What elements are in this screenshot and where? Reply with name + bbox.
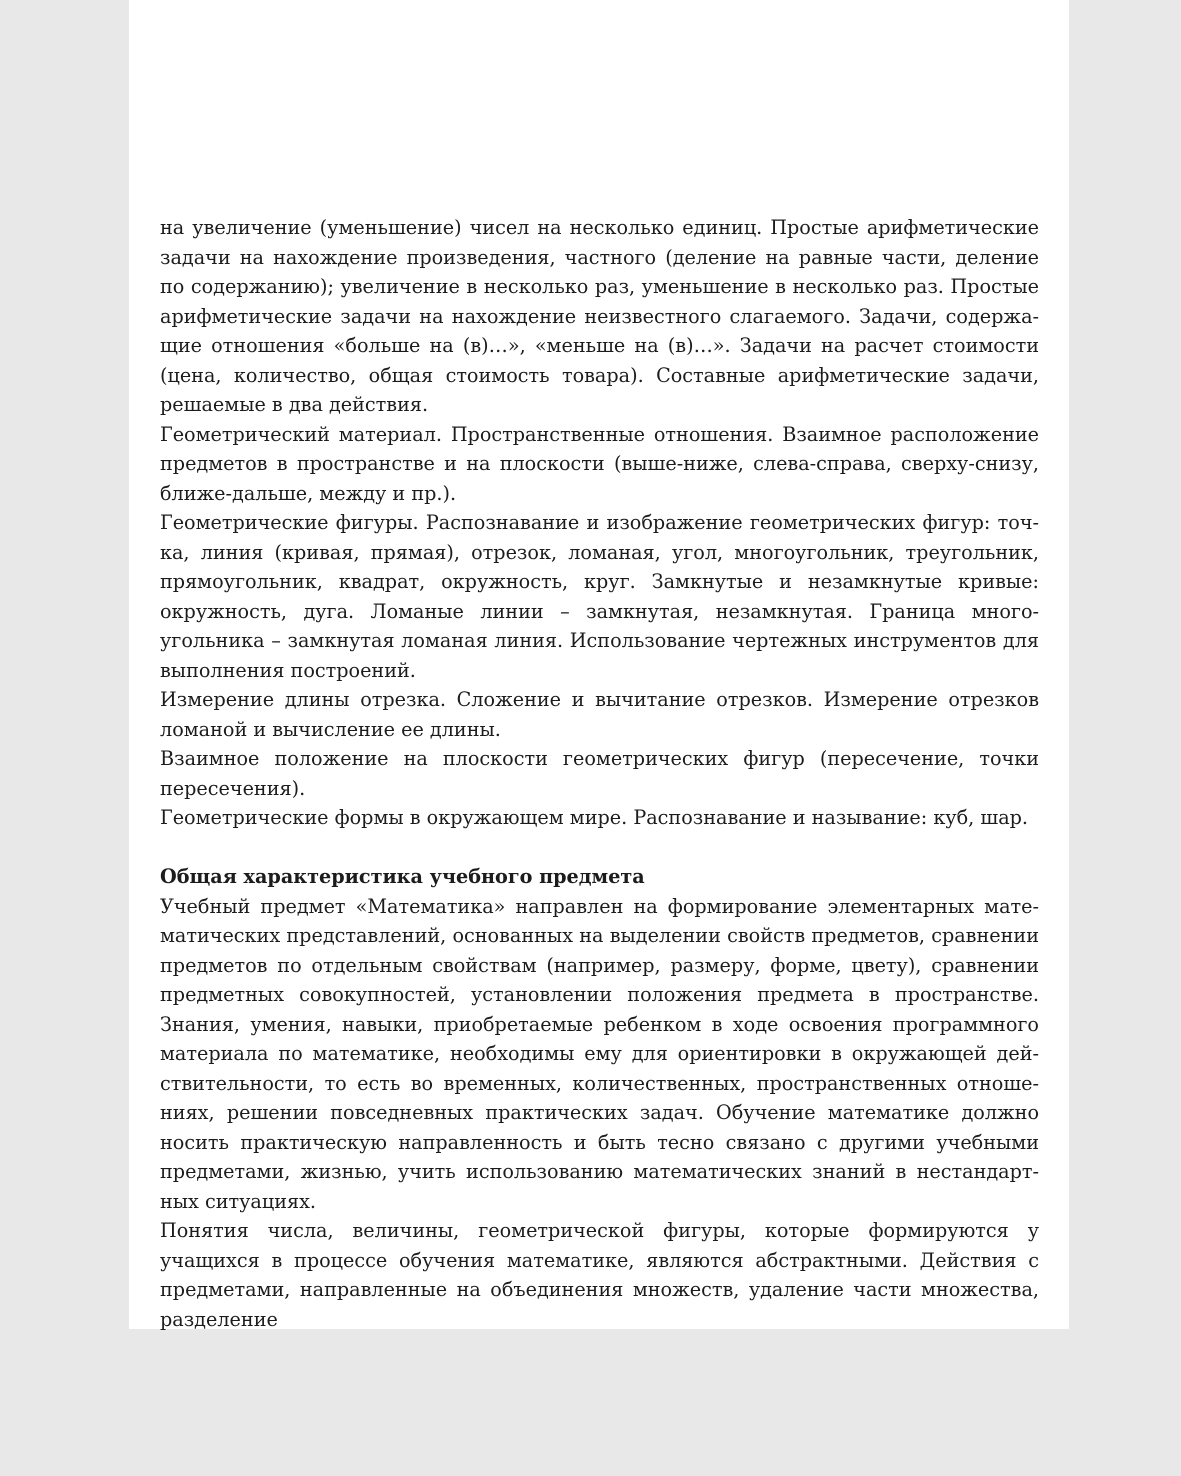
paragraph: Понятия числа, величины, геометрической фигуры, которые формируются у учащихся в процессе обучения математике, являются абстрактными. Действия с предметами, направленные на объединения множеств, удаление части множества, разделение (160, 1219, 1039, 1331)
paragraph: Геометрический материал. Пространственные отношения. Взаимное расположение предметов в пространстве и на плоскости (выше-ниже, слева-справа, сверху-снизу, ближе-дальше, между и пр.). (160, 422, 1039, 505)
paragraph: Геометрические фигуры. Распознавание и изображение геометрических фигур: точка, линия (кривая, прямая), отрезок, ломаная, угол, многоугольник, треугольник, прямоугольник, квадрат, окружность, круг. Замкнутые и незамкнутые кривые: окружность, дуга. Ломаные линии – замкнутая, незамкнутая. Граница многоугольника – замкнутая ломаная линия. Использование чертежных инструментов для выполнения построений. (160, 511, 1039, 682)
paragraph: на увеличение (уменьшение) чисел на несколько единиц. Простые арифметические задачи на нахождение произведения, частного (деление на равные части, деление по содержанию); увеличение в несколько раз, уменьшение в несколько раз. Простые арифметические задачи на нахождение неизвестного слагаемого. Задачи, содержащие отношения «больше на (в)…», «меньше на (в)…». Задачи на расчет стоимости (цена, количество, общая стоимость товара). Составные арифметические задачи, решаемые в два действия. (160, 216, 1039, 416)
page-content (160, 213, 1039, 1334)
section-heading: Общая характеристика учебного предмета (160, 865, 645, 888)
paragraph: Геометрические формы в окружающем мире. Распознавание и называние: куб, шар. (160, 806, 1029, 829)
document-page (129, 0, 1069, 1329)
paragraph: Взаимное положение на плоскости геометрических фигур (пересечение, точки пересечения). (160, 747, 1039, 800)
paragraph: Учебный предмет «Математика» направлен на формирование элементарных математических представлений, основанных на выделении свойств предметов, сравнении предметов по отдельным свойствам (например, размеру, форме, цвету), сравнении предметных совокупностей, установлении положения предмета в пространстве. Знания, умения, навыки, приобретаемые ребенком в ходе освоения программного материала по математике, необходимы ему для ориентировки в окружающей действительности, то есть во временных, количественных, пространственных отношениях, решении повседневных практических задач. Обучение математике должно носить практическую направленность и быть тесно связано с другими учебными предметами, жизнью, учить использованию математических знаний в нестандартных ситуациях. (160, 894, 1039, 1213)
paragraph: Измерение длины отрезка. Сложение и вычитание отрезков. Измерение отрезков ломаной и вычисление ее длины. (160, 688, 1039, 741)
section-spacer (160, 833, 1039, 863)
